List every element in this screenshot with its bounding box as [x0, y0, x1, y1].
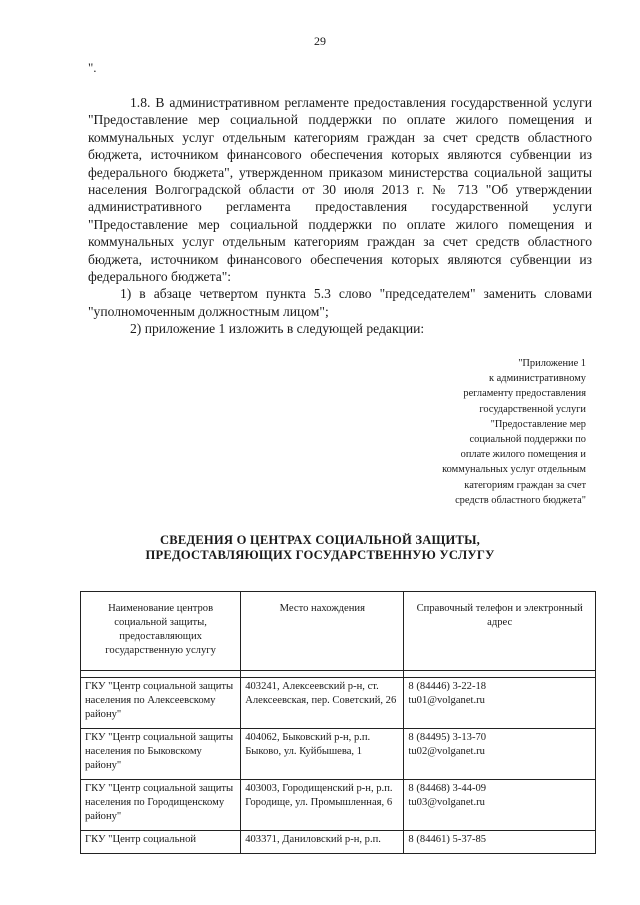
- center-name: ГКУ "Центр социальной защиты населения по Городищенскому району": [81, 780, 241, 831]
- center-contacts: [404, 729, 596, 780]
- page-number: 29: [314, 34, 326, 48]
- appendix-caption: [366, 356, 586, 508]
- appendix-line: оплате жилого помещения и: [460, 449, 586, 461]
- center-name: ГКУ "Центр социальной защиты населения по Алексеевскому району": [81, 678, 241, 729]
- table-row: [81, 780, 596, 831]
- body-text: [88, 94, 592, 338]
- appendix-line: средств областного бюджета": [455, 494, 586, 506]
- center-phone: 8 (84495) 3-13-70: [408, 732, 487, 743]
- center-phone: 8 (84468) 3-44-09: [408, 783, 487, 794]
- paragraph-1-8: 1.8. В административном регламенте предоставления государственной услуги "Предоставление мер социальной поддержки по оплате жилого помещения и коммунальных услуг отдельным категориям граждан за счет средств областного бюджета, источником финансового обеспечения которых являются субвенции из федерального бюджета", утвержденном приказом министерства социальной защиты населения Волгоградской области от 30 июля 2013 г. № 713 "Об утверждении административного регламента предоставления государственной услуги "Предоставление мер социальной поддержки по оплате жилого помещения и коммунальных услуг отдельным категориям граждан за счет средств областного бюджета, источником финансового обеспечения которых являются субвенции из федерального бюджета":: [88, 95, 592, 285]
- appendix-line: регламенту предоставления: [463, 388, 586, 400]
- table-spacer: [81, 671, 596, 678]
- center-name: ГКУ "Центр социальной: [81, 831, 241, 854]
- center-address: 403241, Алексеевский р-н, ст. Алексеевская, пер. Советский, 26: [241, 678, 404, 729]
- appendix-line: государственной услуги: [479, 403, 586, 415]
- appendix-line: "Приложение 1: [518, 358, 586, 369]
- heading-line-2: ПРЕДОСТАВЛЯЮЩИХ ГОСУДАРСТВЕННУЮ УСЛУГУ: [145, 548, 495, 562]
- center-name: ГКУ "Центр социальной защиты населения по Быковскому району": [81, 729, 241, 780]
- appendix-line: коммунальных услуг отдельным: [442, 464, 586, 476]
- list-item-1: 1) в абзаце четвертом пункта 5.3 слово "председателем" заменить словами "уполномоченным должностным лицом";: [88, 286, 592, 319]
- centers-table: [80, 591, 596, 854]
- center-email: tu03@volganet.ru: [408, 797, 485, 808]
- center-email: tu01@volganet.ru: [408, 695, 485, 706]
- center-contacts: [404, 678, 596, 729]
- header-address: Место нахождения: [241, 592, 404, 671]
- center-email: tu02@volganet.ru: [408, 746, 485, 757]
- appendix-line: категориям граждан за счет: [464, 479, 586, 491]
- appendix-line: "Предоставление мер: [490, 418, 586, 430]
- center-contacts: [404, 780, 596, 831]
- table-row: [81, 729, 596, 780]
- center-address: 403371, Даниловский р-н, р.п.: [241, 831, 404, 854]
- center-address: 404062, Быковский р-н, р.п. Быково, ул. Куйбышева, 1: [241, 729, 404, 780]
- appendix-line: социальной поддержки по: [469, 434, 586, 446]
- center-phone: 8 (84461) 5-37-85: [408, 834, 487, 845]
- table-header-row: [81, 592, 596, 671]
- table-row: [81, 831, 596, 854]
- center-phone: 8 (84446) 3-22-18: [408, 681, 487, 692]
- heading-line-1: СВЕДЕНИЯ О ЦЕНТРАХ СОЦИАЛЬНОЙ ЗАЩИТЫ,: [159, 533, 481, 547]
- appendix-line: к административному: [489, 373, 586, 385]
- header-name: Наименование центров социальной защиты, предоставляющих государственную услугу: [81, 592, 241, 671]
- table-row: [81, 678, 596, 729]
- closing-quote: ".: [88, 60, 97, 75]
- list-item-2: 2) приложение 1 изложить в следующей редакции:: [130, 321, 425, 337]
- section-heading: [0, 533, 640, 563]
- center-address: 403003, Городищенский р-н, р.п. Городище, ул. Промышленная, 6: [241, 780, 404, 831]
- center-contacts: [404, 831, 596, 854]
- header-contacts: Справочный телефон и электронный адрес: [404, 592, 596, 671]
